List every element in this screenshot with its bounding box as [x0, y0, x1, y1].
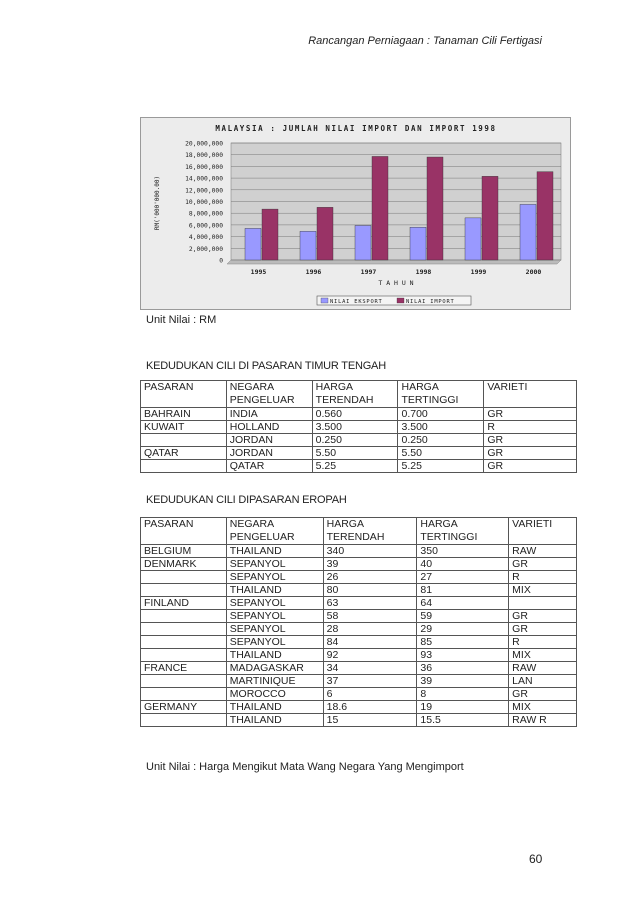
table-cell: THAILAND	[226, 545, 323, 558]
table-cell: 81	[417, 584, 509, 597]
table-cell: 93	[417, 649, 509, 662]
table-cell: LAN	[509, 675, 577, 688]
table-cell	[141, 571, 227, 584]
bar-import	[372, 156, 388, 260]
table-cell	[141, 688, 227, 701]
table-cell	[141, 610, 227, 623]
y-axis-label: RM('000'000.00)	[154, 175, 161, 231]
table-cell: GR	[484, 447, 577, 460]
table-row	[141, 584, 577, 597]
table-cell	[141, 636, 227, 649]
table-cell: MIX	[509, 701, 577, 714]
bar-export	[410, 227, 426, 260]
table-cell: 85	[417, 636, 509, 649]
table-cell: SEPANYOL	[226, 558, 323, 571]
table-row	[141, 701, 577, 714]
table-cell: 63	[323, 597, 417, 610]
table-cell: THAILAND	[226, 649, 323, 662]
table-cell: GR	[509, 623, 577, 636]
table-cell: 19	[417, 701, 509, 714]
table-row	[141, 460, 577, 473]
bar-export	[355, 225, 371, 260]
bar-export	[465, 218, 481, 260]
table-cell: 15	[323, 714, 417, 727]
table-cell: GR	[484, 460, 577, 473]
table-row	[141, 623, 577, 636]
y-tick-label: 18,000,000	[185, 152, 223, 160]
legend-swatch	[321, 298, 328, 303]
table-row	[141, 675, 577, 688]
table-cell: 28	[323, 623, 417, 636]
table-cell: SEPANYOL	[226, 571, 323, 584]
table-cell: MIX	[509, 584, 577, 597]
table-cell: GERMANY	[141, 701, 227, 714]
table-cell: 340	[323, 545, 417, 558]
table-cell: SEPANYOL	[226, 610, 323, 623]
table-cell: GR	[484, 434, 577, 447]
y-tick-label: 2,000,000	[188, 245, 223, 253]
table-cell: 0.250	[398, 434, 484, 447]
table-row	[141, 421, 577, 434]
x-tick-label: 1998	[415, 268, 432, 276]
table-cell: SEPANYOL	[226, 623, 323, 636]
table-cell: 18.6	[323, 701, 417, 714]
table-cell: 58	[323, 610, 417, 623]
table-cell: THAILAND	[226, 714, 323, 727]
bar-export	[520, 204, 536, 260]
table-cell: R	[509, 636, 577, 649]
legend-swatch	[397, 298, 404, 303]
europe-header-cell: VARIETI	[509, 518, 577, 545]
table-cell: QATAR	[226, 460, 312, 473]
middle-east-header-cell: HARGA TERTINGGI	[398, 381, 484, 408]
table-cell	[509, 597, 577, 610]
table-row	[141, 571, 577, 584]
table-cell: 34	[323, 662, 417, 675]
table-row	[141, 545, 577, 558]
table-cell: 39	[417, 675, 509, 688]
table-row	[141, 434, 577, 447]
y-tick-label: 14,000,000	[185, 175, 223, 183]
table-cell: 84	[323, 636, 417, 649]
table-cell: SEPANYOL	[226, 636, 323, 649]
table-cell: GR	[509, 610, 577, 623]
table-cell: R	[509, 571, 577, 584]
europe-header-cell: NEGARA PENGELUAR	[226, 518, 323, 545]
table-cell: 59	[417, 610, 509, 623]
europe-header-cell: HARGA TERENDAH	[323, 518, 417, 545]
table-cell: RAW R	[509, 714, 577, 727]
table-cell	[141, 434, 227, 447]
middle-east-header-cell: NEGARA PENGELUAR	[226, 381, 312, 408]
europe-header-row	[141, 518, 577, 545]
table-cell	[141, 460, 227, 473]
table-cell: 27	[417, 571, 509, 584]
chart-title: MALAYSIA : JUMLAH NILAI IMPORT DAN IMPORT 1998	[215, 124, 497, 133]
y-tick-label: 4,000,000	[188, 234, 223, 242]
table-cell: 6	[323, 688, 417, 701]
table-cell: 8	[417, 688, 509, 701]
europe-header-cell: HARGA TERTINGGI	[417, 518, 509, 545]
table-cell: THAILAND	[226, 701, 323, 714]
bar-import	[317, 207, 333, 260]
table-cell: 80	[323, 584, 417, 597]
table-cell: GR	[509, 558, 577, 571]
table-cell: KUWAIT	[141, 421, 227, 434]
table-cell: 5.50	[398, 447, 484, 460]
table-cell: FRANCE	[141, 662, 227, 675]
europe-table	[140, 517, 577, 727]
table-cell: FINLAND	[141, 597, 227, 610]
table-cell: JORDAN	[226, 447, 312, 460]
table-cell: 92	[323, 649, 417, 662]
table-cell: BAHRAIN	[141, 408, 227, 421]
middle-east-header-cell: HARGA TERENDAH	[312, 381, 398, 408]
table-row	[141, 662, 577, 675]
legend-label: NILAI EKSPORT	[330, 299, 383, 305]
table-cell: BELGIUM	[141, 545, 227, 558]
table-cell: GR	[509, 688, 577, 701]
table-cell: 0.560	[312, 408, 398, 421]
table-cell: 3.500	[398, 421, 484, 434]
table-row	[141, 636, 577, 649]
table-cell: R	[484, 421, 577, 434]
table-cell: 15.5	[417, 714, 509, 727]
table-row	[141, 649, 577, 662]
y-tick-label: 16,000,000	[185, 163, 223, 171]
legend-label: NILAI IMPORT	[406, 299, 455, 305]
chart-canvas	[141, 118, 572, 311]
table-cell	[141, 714, 227, 727]
table-row	[141, 558, 577, 571]
bar-import	[482, 176, 498, 260]
middle-east-header-cell: PASARAN	[141, 381, 227, 408]
table-cell: THAILAND	[226, 584, 323, 597]
table-cell	[141, 649, 227, 662]
table-cell: SEPANYOL	[226, 597, 323, 610]
middle-east-table	[140, 380, 577, 473]
europe-header-cell: PASARAN	[141, 518, 227, 545]
table-cell: QATAR	[141, 447, 227, 460]
table-cell	[141, 584, 227, 597]
table-cell: 64	[417, 597, 509, 610]
y-tick-label: 8,000,000	[188, 210, 223, 218]
x-tick-label: 2000	[525, 268, 542, 276]
bar-export	[300, 231, 316, 260]
table-cell: 5.50	[312, 447, 398, 460]
table-cell: 5.25	[398, 460, 484, 473]
table-cell: 350	[417, 545, 509, 558]
y-tick-label: 20,000,000	[185, 140, 223, 148]
x-tick-label: 1995	[250, 268, 267, 276]
y-tick-label: 6,000,000	[188, 222, 223, 230]
y-tick-label: 0	[219, 257, 223, 265]
table-row	[141, 447, 577, 460]
plot-floor	[227, 260, 561, 264]
table-cell: HOLLAND	[226, 421, 312, 434]
footer-note: Unit Nilai : Harga Mengikut Mata Wang Negara Yang Mengimport	[146, 761, 464, 773]
table-row	[141, 610, 577, 623]
table-cell: INDIA	[226, 408, 312, 421]
table-cell: RAW	[509, 662, 577, 675]
table-cell: MADAGASKAR	[226, 662, 323, 675]
x-tick-label: 1996	[305, 268, 322, 276]
table-cell: 26	[323, 571, 417, 584]
table-cell	[141, 623, 227, 636]
y-tick-label: 12,000,000	[185, 187, 223, 195]
table-cell: MIX	[509, 649, 577, 662]
x-tick-label: 1997	[360, 268, 377, 276]
page-number: 60	[529, 852, 543, 866]
x-tick-label: 1999	[470, 268, 487, 276]
y-tick-label: 10,000,000	[185, 199, 223, 206]
table-cell: 0.700	[398, 408, 484, 421]
bar-import	[427, 157, 443, 260]
bar-import	[262, 209, 278, 260]
table-cell: 40	[417, 558, 509, 571]
table-cell: 3.500	[312, 421, 398, 434]
table-row	[141, 408, 577, 421]
bar-chart	[140, 117, 571, 310]
table-cell: 37	[323, 675, 417, 688]
table-cell: JORDAN	[226, 434, 312, 447]
table-cell	[141, 675, 227, 688]
bar-export	[245, 228, 261, 260]
table-row	[141, 714, 577, 727]
x-axis-label: T A H U N	[378, 279, 414, 287]
middle-east-title: KEDUDUKAN CILI DI PASARAN TIMUR TENGAH	[146, 360, 386, 372]
bar-import	[537, 172, 553, 260]
table-cell: 5.25	[312, 460, 398, 473]
table-cell: GR	[484, 408, 577, 421]
table-cell: 36	[417, 662, 509, 675]
table-row	[141, 597, 577, 610]
table-cell: RAW	[509, 545, 577, 558]
middle-east-header-cell: VARIETI	[484, 381, 577, 408]
table-row	[141, 688, 577, 701]
middle-east-header-row	[141, 381, 577, 408]
table-cell: 39	[323, 558, 417, 571]
chart-unit-caption: Unit Nilai : RM	[146, 314, 217, 326]
running-header: Rancangan Perniagaan : Tanaman Cili Fertigasi	[308, 35, 542, 47]
table-cell: 0.250	[312, 434, 398, 447]
table-cell: 29	[417, 623, 509, 636]
table-cell: MOROCCO	[226, 688, 323, 701]
europe-title: KEDUDUKAN CILI DIPASARAN EROPAH	[146, 494, 347, 506]
table-cell: MARTINIQUE	[226, 675, 323, 688]
table-cell: DENMARK	[141, 558, 227, 571]
